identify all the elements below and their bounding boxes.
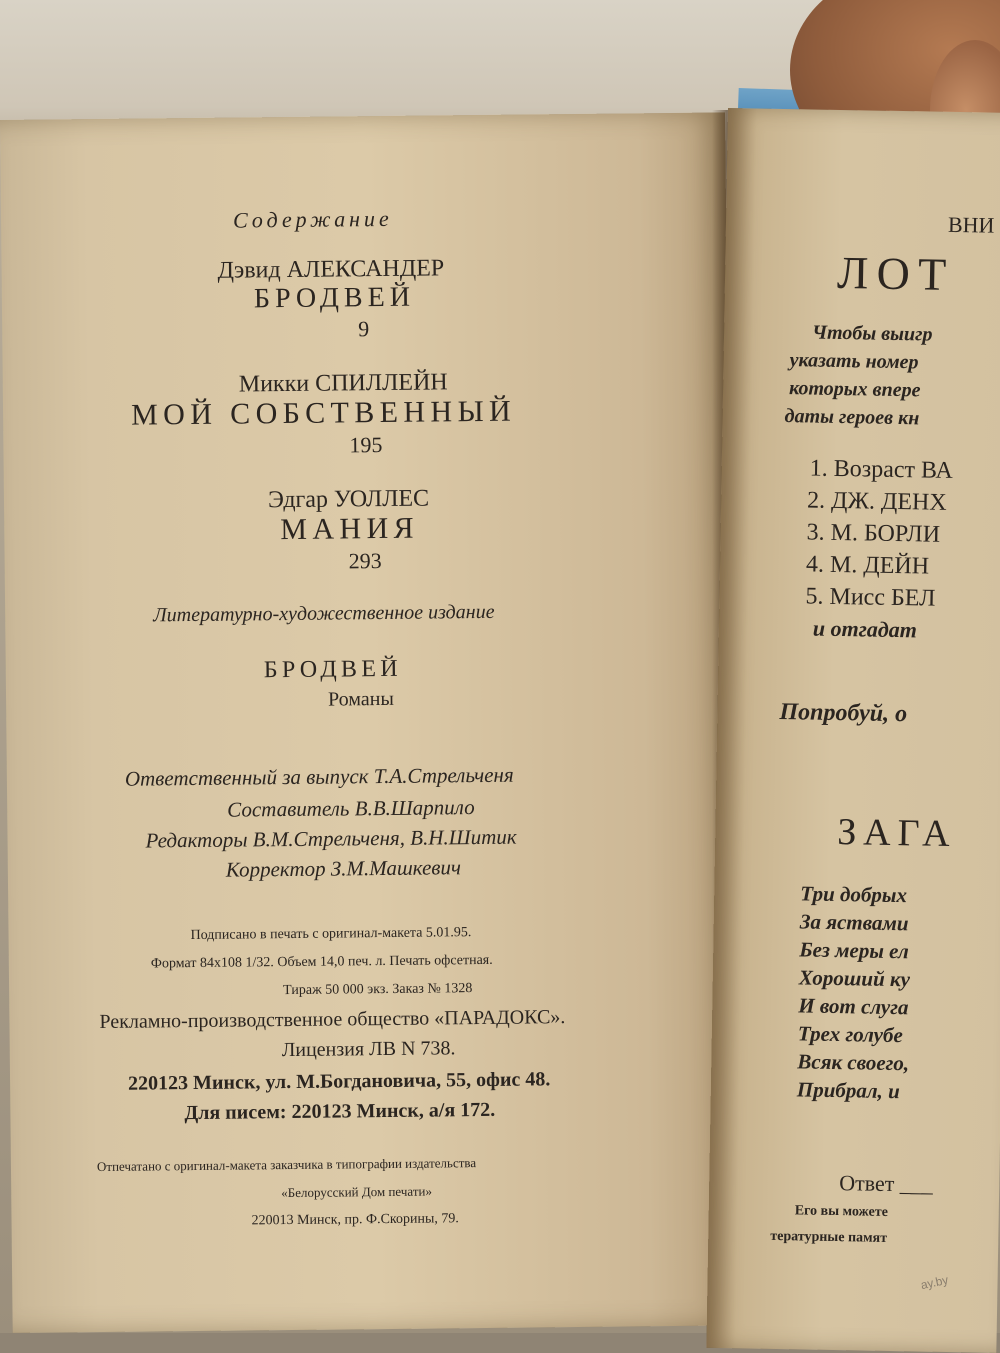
list-item-3: 3. М. БОРЛИ	[806, 519, 941, 548]
entry-2-author: Микки СПИЛЛЕЙН	[238, 369, 448, 398]
list-item-5: 5. Мисс БЕЛ	[805, 583, 936, 612]
imprint-line-3: Тираж 50 000 экз. Заказ № 1328	[283, 981, 473, 999]
entry-3-page: 293	[348, 548, 382, 574]
entry-3-author: Эдгар УОЛЛЕС	[267, 485, 430, 514]
intro-line-3: которых впере	[788, 377, 921, 402]
imprint-line-2: Формат 84х108 1/32. Объем 14,0 печ. л. Печать офсетная.	[150, 952, 493, 972]
riddle-line-8: Прибрал, и	[796, 1077, 901, 1104]
credit-line-2: Составитель В.В.Шарпило	[227, 795, 475, 822]
intro-line-1: Чтобы выигр	[811, 321, 933, 346]
entry-1-title: БРОДВЕЙ	[253, 281, 416, 315]
publisher-line-4: Для писем: 220123 Минск, а/я 172.	[184, 1098, 496, 1125]
right-top-word: ВНИ	[947, 211, 995, 238]
watermark: ay.by	[919, 1272, 950, 1293]
intro-line-2: указать номер	[789, 349, 919, 374]
riddle-heading: ЗАГА	[837, 811, 957, 856]
try-line: Попробуй, о	[779, 698, 908, 728]
printer-line-1: Отпечатано с оригинал-макета заказчика в типографии издательства	[96, 1155, 477, 1175]
book-title: БРОДВЕЙ	[263, 655, 403, 684]
printer-line-2: «Белорусский Дом печати»	[281, 1183, 433, 1201]
publisher-line-1: Рекламно-производственное общество «ПАРАДОКС».	[99, 1006, 566, 1034]
credit-line-1: Ответственный за выпуск Т.А.Стрельченя	[124, 762, 514, 791]
imprint-line-1: Подписано в печать с оригинал-макета 5.01.95.	[190, 925, 472, 944]
publisher-line-3: 220123 Минск, ул. М.Богдановича, 55, офис 48.	[127, 1068, 551, 1095]
answer-line: Ответ ___	[839, 1170, 934, 1197]
riddle-line-4: Хороший ку	[798, 965, 911, 992]
right-heading: ЛОТ	[836, 246, 955, 300]
entry-3-title: МАНИЯ	[280, 511, 420, 547]
footer-line-2: тературные памят	[770, 1228, 888, 1246]
right-page	[706, 108, 1000, 1353]
riddle-line-2: За яствами	[799, 909, 909, 936]
credit-line-3: Редакторы В.М.Стрельченя, В.Н.Шитик	[145, 824, 517, 853]
riddle-line-5: И вот слуга	[798, 993, 909, 1020]
riddle-line-3: Без меры ел	[799, 937, 909, 964]
book-subtitle: Романы	[327, 687, 394, 711]
printer-line-3: 220013 Минск, пр. Ф.Скорины, 79.	[251, 1211, 459, 1229]
left-page	[0, 112, 738, 1333]
footer-line-1: Его вы можете	[794, 1203, 889, 1220]
contents-heading: Содержание	[232, 205, 393, 233]
entry-1-author: Дэвид АЛЕКСАНДЕР	[217, 255, 445, 284]
entry-2-page: 195	[349, 432, 383, 458]
credit-line-4: Корректор З.М.Машкевич	[225, 855, 462, 882]
publisher-line-2: Лицензия ЛВ N 738.	[281, 1037, 456, 1062]
list-tail: и отгадат	[812, 615, 918, 643]
list-item-1: 1. Возраст ВА	[809, 455, 954, 484]
entry-1-page: 9	[358, 316, 370, 342]
edition-type: Литературно-художественное издание	[153, 600, 495, 627]
intro-line-4: даты героев кн	[784, 405, 920, 430]
riddle-line-6: Трех голубе	[797, 1021, 904, 1048]
riddle-line-7: Всяк своего,	[797, 1049, 910, 1076]
riddle-line-1: Три добрых	[800, 881, 908, 908]
list-item-4: 4. М. ДЕЙН	[805, 551, 930, 580]
entry-2-title: МОЙ СОБСТВЕННЫЙ	[130, 394, 517, 432]
list-item-2: 2. ДЖ. ДЕНХ	[806, 487, 947, 516]
